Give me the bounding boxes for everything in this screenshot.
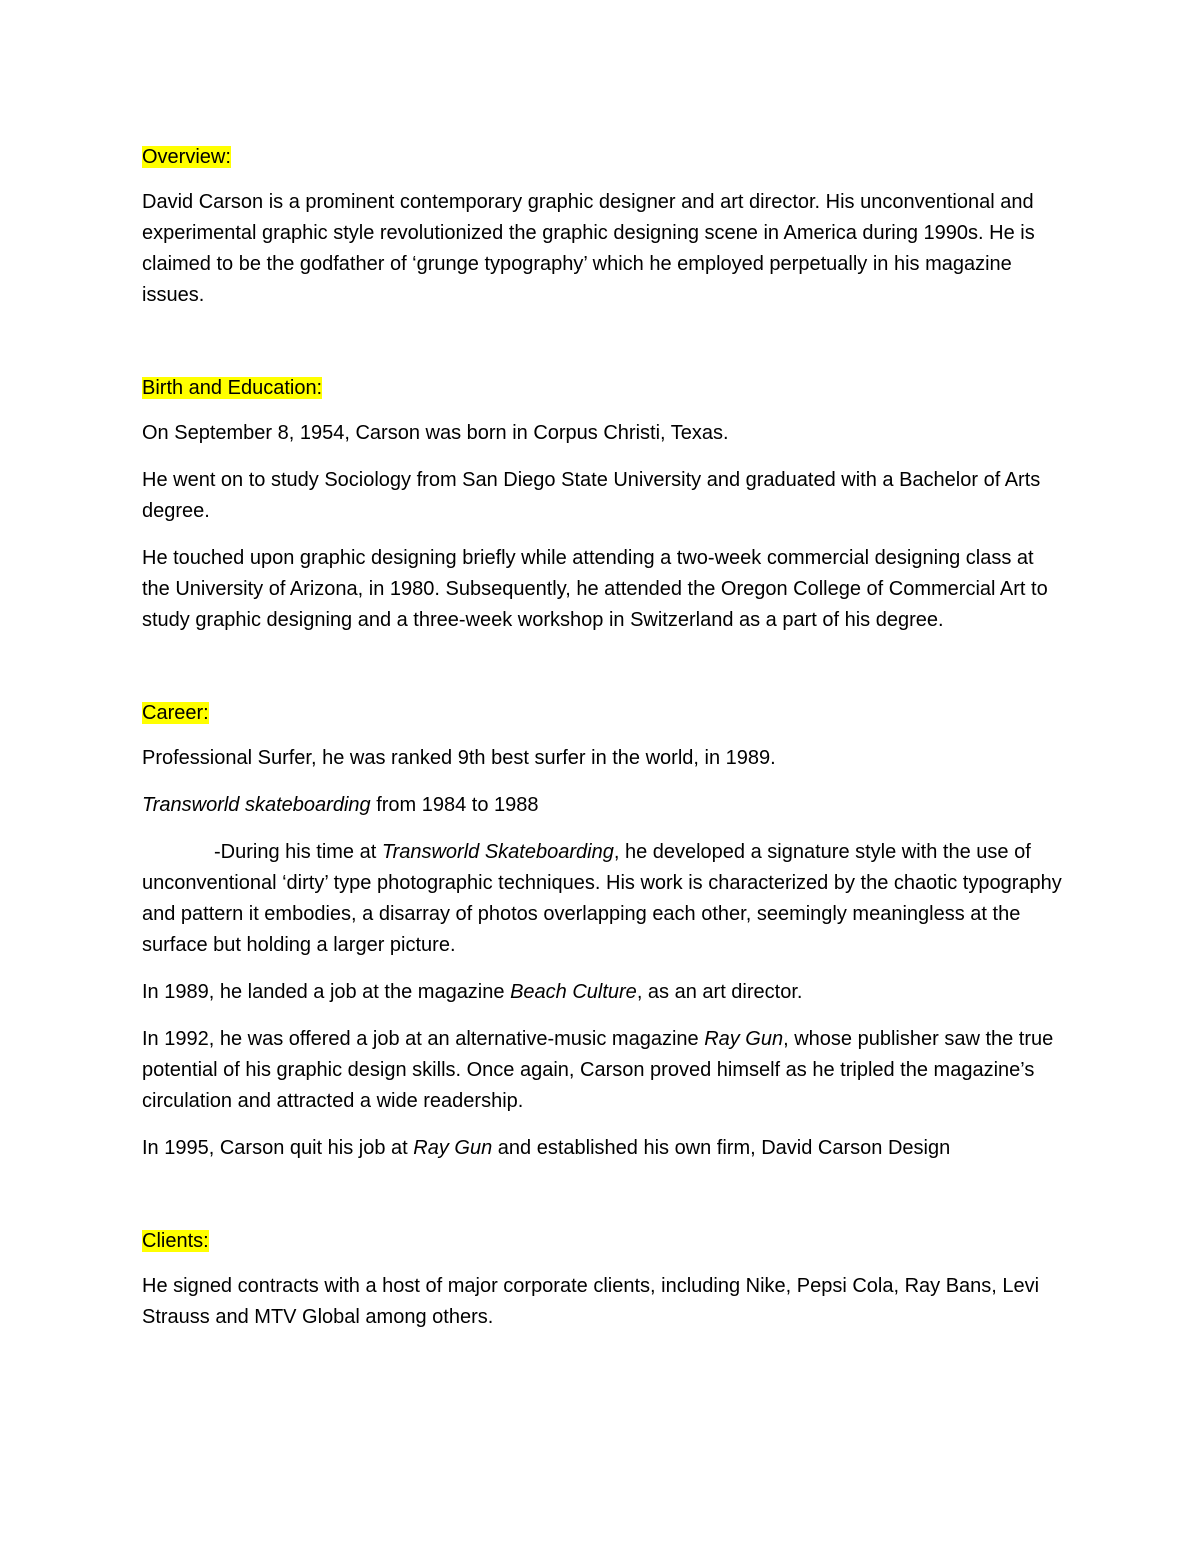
clients-heading: Clients: (142, 1230, 209, 1252)
document-body (142, 142, 1066, 1349)
career-transworld-detail-paragraph: -During his time at Transworld Skateboarding, he developed a signature style with the use of unconventional ‘dirty’ type photographic techniques. His work is characterized by the chaotic typography and pattern it embodies, a disarray of photos overlapping each other, seemingly meaningless at the surface but holding a larger picture. (142, 841, 1062, 956)
transworld-skateboarding-title: Transworld Skateboarding (381, 841, 614, 863)
ray-gun-title: Ray Gun (704, 1028, 784, 1050)
career-ray-gun-paragraph: In 1992, he was offered a job at an alternative-music magazine Ray Gun, whose publisher saw the true potential of his graphic design skills. Once again, Carson proved himself as he tripled the magazine’s circulation and attracted a wide readership. (142, 1028, 1054, 1112)
education-paragraph: He went on to study Sociology from San Diego State University and graduated with a Bachelor of Arts degree. (142, 469, 1041, 522)
clients-paragraph: He signed contracts with a host of major corporate clients, including Nike, Pepsi Cola, Ray Bans, Levi Strauss and MTV Global among others. (142, 1275, 1040, 1328)
section-spacer (142, 1180, 1066, 1226)
career-firm-paragraph: In 1995, Carson quit his job at Ray Gun and established his own firm, David Carson Design (142, 1137, 951, 1159)
career-heading: Career: (142, 702, 209, 724)
transworld-title: Transworld skateboarding (142, 794, 371, 816)
birth-paragraph: On September 8, 1954, Carson was born in Corpus Christi, Texas. (142, 422, 729, 444)
section-spacer (142, 652, 1066, 698)
section-spacer (142, 327, 1066, 373)
graphic-design-study-paragraph: He touched upon graphic designing briefly while attending a two-week commercial designing class at the University of Arizona, in 1980. Subsequently, he attended the Oregon College of Commercial Art to study graphic designing and a three-week workshop in Switzerland as a part of his degree. (142, 547, 1048, 631)
ray-gun-title-2: Ray Gun (413, 1137, 493, 1159)
overview-heading: Overview: (142, 146, 231, 168)
career-surfer-paragraph: Professional Surfer, he was ranked 9th best surfer in the world, in 1989. (142, 747, 776, 769)
beach-culture-title: Beach Culture (510, 981, 637, 1003)
career-transworld-paragraph: Transworld skateboarding from 1984 to 1988 (142, 794, 539, 816)
overview-paragraph: David Carson is a prominent contemporary graphic designer and art director. His unconventional and experimental graphic style revolutionized the graphic designing scene in America during 1990s. He is claimed to be the godfather of ‘grunge typography’ which he employed perpetually in his magazine issues. (142, 191, 1035, 306)
career-beach-culture-paragraph: In 1989, he landed a job at the magazine Beach Culture, as an art director. (142, 981, 803, 1003)
birth-education-heading: Birth and Education: (142, 377, 323, 399)
